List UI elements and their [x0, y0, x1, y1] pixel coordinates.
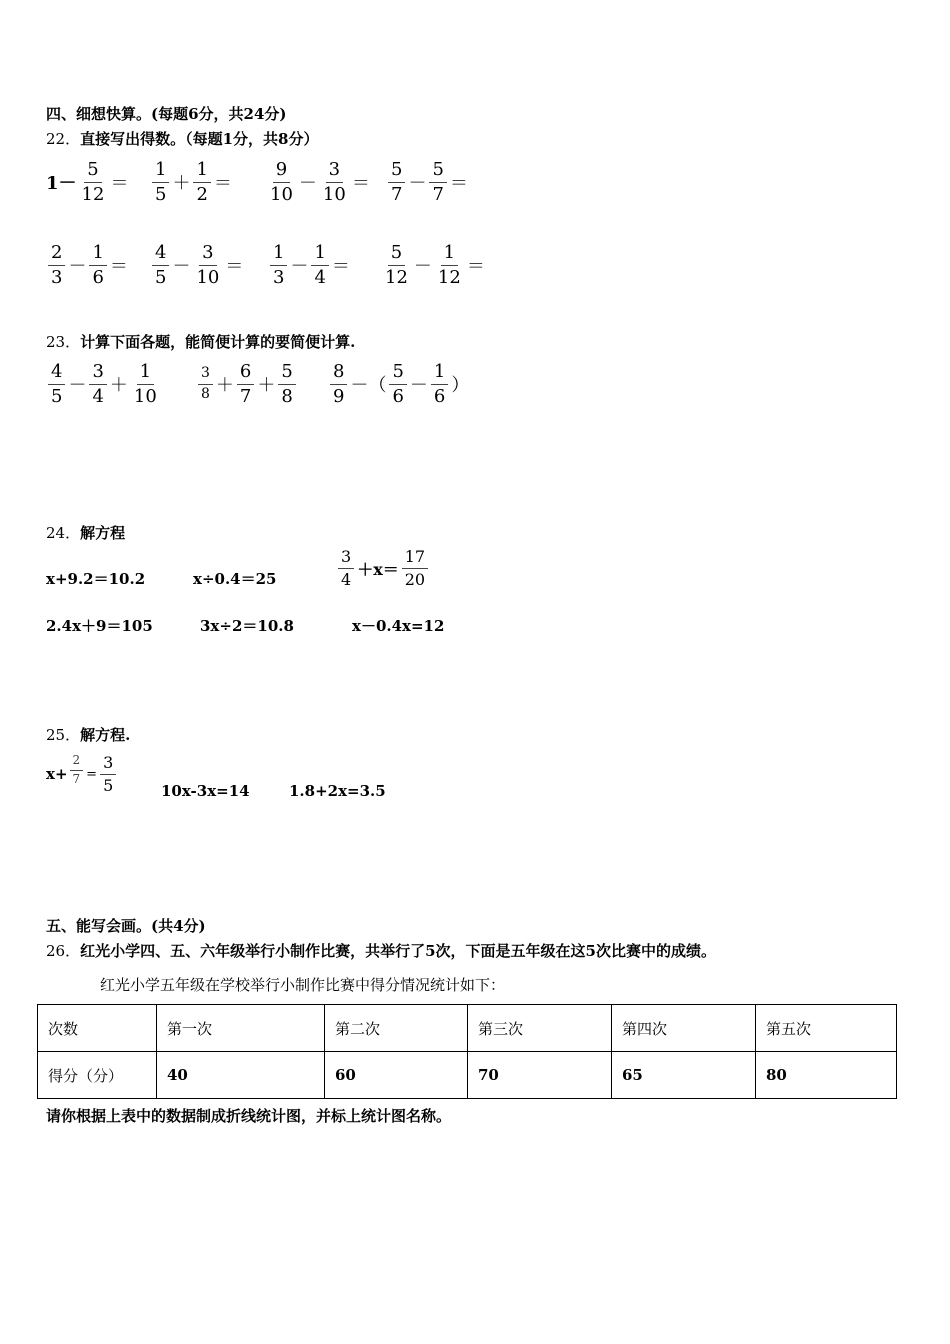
table-cell: 40 — [157, 1052, 325, 1099]
q25-equation-3: 1.8+2x=3.5 — [289, 782, 386, 800]
q25-equation-1 — [46, 754, 118, 794]
fraction — [237, 362, 254, 407]
numerator: 9 — [273, 160, 290, 183]
operator: ＋ — [215, 375, 234, 397]
fraction — [320, 160, 349, 205]
q22-expr-7 — [268, 243, 351, 288]
q24-equation-6: x－0.4x=12 — [352, 617, 445, 635]
equals-sign: = — [86, 766, 98, 782]
table-header-cell: 第四次 — [612, 1005, 756, 1052]
equals-sign: ＝ — [331, 256, 350, 278]
numerator: 3 — [338, 548, 354, 569]
section-4-title: 四、细想快算。(每题6分，共24分) — [46, 105, 287, 123]
q22-expr-1 — [46, 160, 129, 205]
q24-equation-5: 3x÷2＝10.8 — [200, 617, 294, 635]
numerator: 3 — [326, 160, 343, 183]
question-25-heading — [46, 724, 130, 745]
fraction — [48, 243, 65, 288]
numerator: 5 — [388, 243, 405, 266]
numerator: 1 — [193, 160, 210, 183]
q22-expr-4 — [386, 160, 469, 205]
table-cell: 80 — [756, 1052, 897, 1099]
fraction — [100, 754, 116, 794]
equals-sign: ＝ — [351, 173, 370, 195]
q24-equation-4: 2.4x＋9＝105 — [46, 617, 153, 635]
fraction — [382, 243, 411, 288]
fraction — [267, 160, 296, 205]
table-caption: 红光小学五年级在学校举行小制作比赛中得分情况统计如下： — [100, 976, 506, 994]
denominator: 12 — [385, 266, 408, 288]
q24-equation-1: x+9.2＝10.2 — [46, 570, 146, 588]
fraction — [198, 366, 213, 402]
operator: － — [408, 173, 427, 195]
q22-expr-5 — [46, 243, 129, 288]
q22-expr-6 — [150, 243, 244, 288]
denominator: 10 — [270, 183, 293, 205]
fraction — [311, 243, 328, 288]
question-26-heading — [46, 940, 716, 961]
table-header-cell: 第二次 — [325, 1005, 468, 1052]
denominator: 3 — [273, 266, 285, 288]
chart-instruction: 请你根据上表中的数据制成折线统计图，并标上统计图名称。 — [46, 1107, 452, 1125]
q23-expr-2 — [196, 362, 298, 407]
table-cell: 70 — [468, 1052, 612, 1099]
fraction — [435, 243, 464, 288]
denominator: 5 — [155, 183, 167, 205]
equation-middle: ＋x＝ — [357, 559, 399, 579]
table-header-row — [38, 1005, 897, 1052]
denominator: 5 — [155, 266, 167, 288]
numerator: 4 — [48, 362, 65, 385]
numerator: 5 — [84, 160, 101, 183]
operator: － — [68, 375, 87, 397]
operator: － — [409, 375, 428, 397]
numerator: 3 — [89, 362, 106, 385]
numerator: 2 — [48, 243, 65, 266]
denominator: 7 — [432, 183, 444, 205]
table-cell: 65 — [612, 1052, 756, 1099]
operator: － — [298, 173, 317, 195]
numerator: 2 — [70, 754, 84, 770]
numerator: 5 — [389, 362, 406, 385]
equals-sign: ＝ — [109, 256, 128, 278]
denominator: 12 — [437, 266, 461, 288]
fraction — [89, 362, 106, 407]
table-header-cell: 第三次 — [468, 1005, 612, 1052]
question-25-title: 解方程. — [80, 726, 131, 744]
denominator: 7 — [72, 771, 81, 786]
operator: －（ — [350, 375, 387, 397]
q24-equation-2: x÷0.4＝25 — [193, 570, 277, 588]
denominator: 5 — [103, 775, 114, 795]
question-22-heading — [46, 128, 318, 149]
numerator: 5 — [388, 160, 405, 183]
numerator: 1 — [137, 362, 154, 385]
denominator: 2 — [196, 183, 208, 205]
numerator: 3 — [100, 754, 116, 775]
table-header-cell: 第五次 — [756, 1005, 897, 1052]
numerator: 5 — [278, 362, 295, 385]
numerator: 1 — [311, 243, 328, 266]
question-22-title: 直接写出得数。（每题1分，共8分） — [80, 130, 319, 148]
q22-expr-2 — [150, 160, 233, 205]
denominator: 10 — [196, 266, 220, 288]
denominator: 9 — [333, 385, 345, 407]
denominator: 4 — [314, 266, 326, 288]
operator: ＋ — [257, 375, 276, 397]
operator: ＋ — [109, 375, 128, 397]
fraction — [278, 362, 295, 407]
q25-equation-2: 10x-3x=14 — [161, 782, 250, 800]
equals-sign: ＝ — [466, 256, 485, 278]
equals-sign: ＝ — [449, 173, 468, 195]
fraction — [70, 754, 84, 785]
fraction — [48, 362, 65, 407]
operator: － — [68, 256, 87, 278]
fraction — [389, 362, 406, 407]
table-header-cell: 第一次 — [157, 1005, 325, 1052]
question-25-number: 25． — [46, 726, 81, 744]
numerator: 1 — [431, 362, 448, 385]
equation-lead: x+ — [46, 765, 68, 784]
denominator: 6 — [392, 385, 404, 407]
operator: － — [172, 256, 191, 278]
numerator: 6 — [237, 362, 254, 385]
denominator: 8 — [281, 385, 293, 407]
denominator: 8 — [201, 385, 210, 402]
table-cell: 60 — [325, 1052, 468, 1099]
numerator: 3 — [198, 366, 213, 384]
operator: － — [413, 256, 432, 278]
fraction — [152, 243, 169, 288]
equals-sign: ＝ — [110, 173, 129, 195]
q22-expr-3 — [265, 160, 371, 205]
q23-expr-3 — [328, 362, 470, 407]
denominator: 3 — [51, 266, 63, 288]
q22-expr-8 — [380, 243, 486, 288]
fraction — [338, 548, 354, 588]
denominator: 6 — [433, 385, 446, 407]
denominator: 4 — [92, 385, 104, 407]
section-5-title: 五、能写会画。(共4分) — [46, 917, 206, 935]
operator: ＋ — [172, 173, 191, 195]
fraction — [131, 362, 160, 407]
fraction — [193, 243, 222, 288]
question-23-title: 计算下面各题，能简便计算的要简便计算. — [80, 333, 356, 351]
numerator: 4 — [152, 243, 169, 266]
table-cell: 得分（分） — [38, 1052, 157, 1099]
equals-sign: ＝ — [213, 173, 232, 195]
table-header-cell: 次数 — [38, 1005, 157, 1052]
close-paren: ） — [451, 375, 470, 397]
equals-sign: ＝ — [225, 256, 244, 278]
fraction — [79, 160, 108, 205]
denominator: 10 — [322, 183, 346, 205]
denominator: 4 — [341, 569, 352, 589]
denominator: 6 — [92, 266, 104, 288]
question-26-title: 红光小学四、五、六年级举行小制作比赛，共举行了5次，下面是五年级在这5次比赛中的成绩。 — [80, 942, 716, 960]
question-23-number: 23． — [46, 333, 81, 351]
q23-expr-1 — [46, 362, 162, 407]
denominator: 20 — [404, 569, 426, 589]
score-table — [37, 1004, 897, 1099]
numerator: 3 — [199, 243, 216, 266]
table-row — [38, 1052, 897, 1099]
fraction — [429, 160, 446, 205]
question-23-heading — [46, 331, 355, 352]
question-24-number: 24． — [46, 524, 81, 542]
numerator: 17 — [402, 548, 428, 569]
numerator: 1 — [152, 160, 169, 183]
fraction — [330, 362, 347, 407]
fraction — [402, 548, 428, 588]
question-22-number: 22． — [46, 130, 81, 148]
operator: － — [290, 256, 309, 278]
denominator: 10 — [133, 385, 157, 407]
numerator: 1 — [441, 243, 458, 266]
fraction — [89, 243, 106, 288]
q24-equation-3 — [336, 548, 430, 588]
denominator: 7 — [391, 183, 403, 205]
numerator: 1 — [270, 243, 287, 266]
fraction — [152, 160, 169, 205]
question-26-number: 26． — [46, 942, 81, 960]
numerator: 5 — [429, 160, 446, 183]
denominator: 5 — [51, 385, 63, 407]
denominator: 7 — [239, 385, 252, 407]
numerator: 1 — [89, 243, 106, 266]
question-24-title: 解方程 — [80, 524, 126, 542]
numerator: 8 — [330, 362, 347, 385]
fraction — [431, 362, 448, 407]
fraction — [193, 160, 210, 205]
fraction — [388, 160, 405, 205]
denominator: 12 — [81, 183, 105, 205]
question-24-heading — [46, 522, 125, 543]
fraction — [270, 243, 287, 288]
q22-expr-1-lead: 1－ — [46, 173, 77, 195]
